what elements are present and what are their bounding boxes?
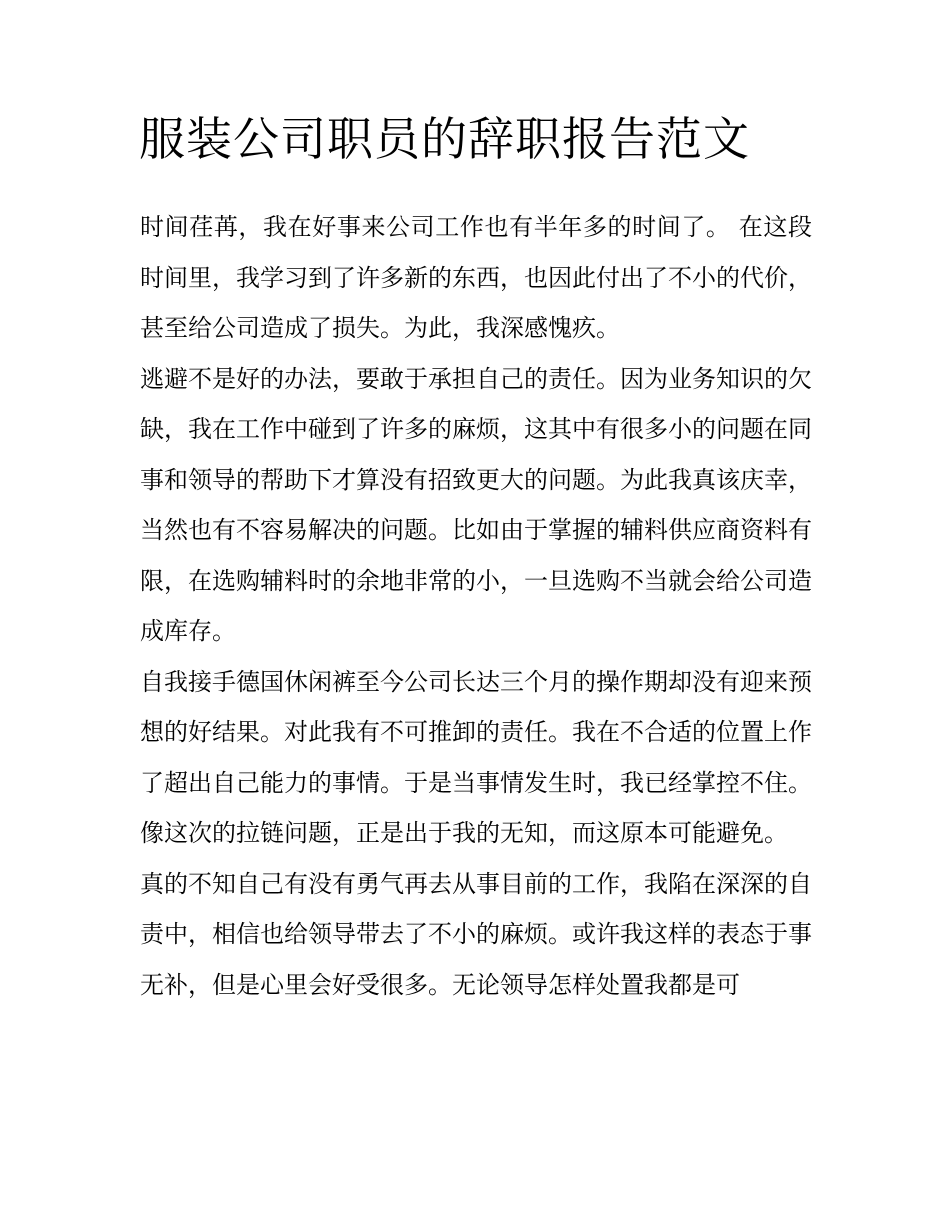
paragraph-2: 逃避不是好的办法，要敢于承担自己的责任。因为业务知识的欠缺，我在工作中碰到了许多的麻烦，这其中有很多小的问题在同事和领导的帮助下才算没有招致更大的问题。为此我真该庆幸，当然也有不容易解决的问题。比如由于掌握的辅料供应商资料有限，在选购辅料时的余地非常的小，一旦选购不当就会给公司造成库存。 [140, 364, 812, 645]
paragraph-4: 真的不知自己有没有勇气再去从事目前的工作，我陷在深深的自责中，相信也给领导带去了不小的麻烦。或许我这样的表态于事无补，但是心里会好受很多。无论领导怎样处置我都是可 [140, 869, 812, 999]
document-title: 服装公司职员的辞职报告范文 [139, 112, 750, 166]
document-body [140, 202, 812, 1010]
paragraph-3: 自我接手德国休闲裤至今公司长达三个月的操作期却没有迎来预想的好结果。对此我有不可推卸的责任。我在不合适的位置上作了超出自己能力的事情。于是当事情发生时，我已经掌控不住。像这次的拉链问题，正是出于我的无知，而这原本可能避免。 [140, 667, 812, 847]
paragraph-1: 时间荏苒，我在好事来公司工作也有半年多的时间了。 在这段时间里，我学习到了许多新的东西，也因此付出了不小的代价，甚至给公司造成了损失。为此，我深感愧疚。 [140, 213, 812, 342]
